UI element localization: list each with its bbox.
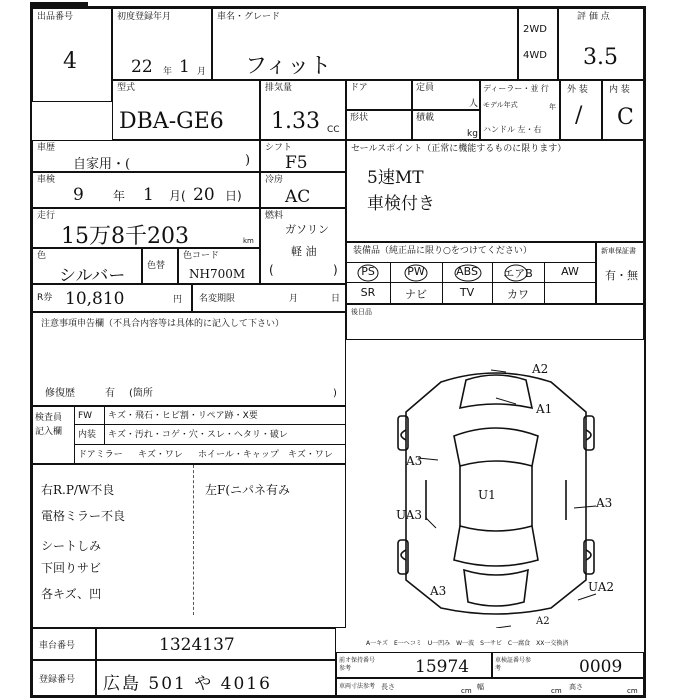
grade-value: 3.5 — [583, 45, 618, 70]
mileage-value: 15万8千203 — [61, 224, 189, 249]
repair-label: 修復歴 — [45, 388, 75, 399]
fuel-light: 軽 油 — [291, 245, 317, 258]
interior-value: C — [617, 105, 634, 130]
dealer-cell — [480, 80, 560, 140]
color-change-cell — [142, 248, 178, 284]
lot-label: 出品番号 — [37, 12, 74, 22]
history-label: 車歴 — [37, 143, 56, 153]
length-label: 長さ — [381, 683, 395, 691]
chassis-label: 車台番号 — [39, 641, 76, 651]
color-label: 色 — [37, 251, 47, 261]
load-label: 積載 — [416, 113, 435, 123]
deadline-day: 日 — [331, 294, 341, 304]
sales-point-label: セールスポイント（正常に機能するものに限ります） — [351, 144, 567, 154]
remark-left-1: 右R.P/W不良 — [41, 483, 115, 497]
first-reg-year-unit: 年 — [163, 67, 173, 77]
damage-ua3: UA3 — [396, 508, 423, 522]
drive-4wd: 4WD — [523, 50, 547, 61]
damage-a2-top: A2 — [532, 362, 549, 376]
ac-cell — [260, 172, 346, 208]
fuel-label: 燃料 — [265, 211, 284, 221]
remark-left-4: 下回りサビ — [41, 561, 102, 575]
type-value: DBA-GE6 — [119, 109, 224, 134]
inspection-day-unit: 日) — [225, 189, 242, 203]
type-label: 型式 — [117, 83, 136, 93]
capacity-label: 定員 — [416, 83, 435, 93]
entry-label: 記入欄 — [35, 427, 63, 437]
color-code-value: NH700M — [189, 267, 246, 281]
damage-ua2: UA2 — [588, 580, 615, 594]
door-cell — [346, 80, 412, 110]
drive-cell — [518, 8, 558, 80]
deadline-month: 月 — [289, 294, 299, 304]
damage-a3-left: A3 — [406, 454, 423, 468]
model-cell — [212, 8, 518, 80]
ac-label: 冷房 — [265, 175, 284, 185]
lot-cell — [32, 8, 112, 102]
mileage-cell — [32, 208, 260, 248]
equip-leather: カワ — [507, 288, 529, 301]
inspection-year: 9 — [73, 185, 84, 205]
exterior-value: / — [575, 103, 583, 128]
person-unit: 人 — [469, 99, 479, 109]
check-col — [74, 406, 75, 464]
remark-right-1: 左F(ニパネ有み — [205, 483, 291, 497]
check-div-1 — [74, 424, 346, 425]
damage-a2-bottom: A2 — [536, 616, 550, 627]
grade-cell — [558, 8, 644, 80]
equipment-label: 装備品（純正品に限り○をつけてください） — [353, 246, 532, 256]
cc-unit: CC — [327, 125, 340, 135]
remarks-cell — [32, 464, 346, 628]
model-year-label: モデル年式 — [483, 101, 518, 109]
type-cell — [112, 80, 260, 140]
fuel-cell — [260, 208, 346, 284]
ref-value-1: 15974 — [415, 657, 470, 677]
displacement-cell — [260, 80, 346, 140]
notes-label: 注意事項申告欄（不具合内容等は具体的に記入して下さい） — [41, 319, 285, 329]
handle-label: ハンドル 左・右 — [483, 125, 542, 134]
deadline-cell — [192, 284, 346, 312]
remark-left-3: シートしみ — [41, 539, 102, 553]
exterior-label: 外 装 — [567, 85, 588, 95]
grade-label: 評 価 点 — [577, 12, 610, 22]
first-reg-month: 1 — [179, 57, 190, 77]
width-unit: cm — [551, 687, 562, 695]
equip-abs: ABS — [456, 265, 478, 278]
equip-pw: PW — [407, 265, 425, 278]
recycle-value: 10,810 — [65, 289, 125, 309]
model-label: 車名・グレード — [217, 12, 281, 22]
remark-left-5: 各キズ、凹 — [41, 587, 102, 601]
equip-navi: ナビ — [405, 288, 427, 301]
reg-label-cell — [32, 660, 96, 696]
damage-u1: U1 — [478, 488, 496, 502]
ref-label-2: 車検証番号参考 — [495, 657, 532, 672]
chassis-value-cell — [96, 628, 336, 660]
car-diagram — [346, 340, 644, 628]
sales-point-cell — [346, 140, 644, 242]
capacity-cell — [412, 80, 480, 110]
km-unit: km — [243, 237, 254, 245]
mileage-label: 走行 — [37, 211, 56, 221]
history-text: 自家用・( — [73, 157, 131, 172]
equip-tv: TV — [459, 286, 475, 299]
model-value: フィット — [245, 54, 332, 79]
notes-cell — [32, 312, 346, 406]
check-tag-col — [104, 406, 105, 444]
reg-value-cell — [96, 660, 336, 696]
new-check-label: 新車保証書 — [601, 247, 636, 255]
ac-value: AC — [285, 187, 311, 207]
ref-label-1: 前オ保持番号参考 — [339, 657, 376, 672]
height-label: 高さ — [569, 683, 583, 691]
inspection-month-unit: 月( — [169, 189, 186, 203]
inspection-cell — [32, 172, 260, 208]
shift-cell — [260, 140, 346, 172]
lot-value: 4 — [63, 49, 77, 74]
check-div-2 — [74, 444, 346, 445]
recycle-cell — [32, 284, 192, 312]
chassis-label-cell — [32, 628, 96, 660]
reg-value: 広島 501 や 4016 — [103, 674, 272, 694]
history-close: ) — [245, 153, 251, 168]
dim-cell — [336, 678, 644, 696]
dim-label: 車両寸法参考 — [339, 683, 376, 690]
shift-value: F5 — [285, 153, 308, 173]
shift-label: シフト — [265, 143, 293, 153]
legend-text: A一キズ E一ヘコミ U一凹み W一波 S一サビ C一腐食 XX一交換済 — [366, 640, 569, 647]
interior-cell — [602, 80, 644, 140]
displacement-value: 1.33 — [271, 109, 320, 134]
new-check-value: 有・無 — [605, 269, 638, 282]
first-reg-cell — [112, 8, 212, 80]
recycle-yen: 円 — [173, 295, 183, 305]
first-reg-year: 22 — [131, 57, 153, 77]
length-unit: cm — [461, 687, 472, 695]
ref-cell-2 — [492, 652, 644, 678]
ref-value-2: 0009 — [579, 657, 623, 677]
remark-left-2: 電格ミラー不良 — [41, 509, 126, 523]
history-cell — [32, 140, 260, 172]
fuel-gas: ガソリン — [285, 223, 329, 236]
fuel-paren-l: ( — [269, 263, 274, 277]
equip-sr: SR — [360, 286, 376, 299]
inspector-label: 検査員 — [35, 413, 63, 423]
model-year-unit: 年 — [549, 103, 556, 111]
inspection-month: 1 — [143, 185, 154, 205]
reg-label: 登録番号 — [39, 675, 76, 685]
ref-cell-1 — [336, 652, 492, 678]
damage-a3-right: A3 — [596, 496, 613, 510]
displacement-label: 排気量 — [265, 83, 293, 93]
damage-a3-bottom-left: A3 — [430, 584, 447, 598]
back-items-label: 後日品 — [351, 308, 372, 316]
repair-parts: (箇所 — [129, 388, 153, 399]
sales-line-2: 車検付き — [367, 194, 435, 214]
new-check-cell — [596, 242, 644, 304]
remarks-divider — [193, 465, 194, 615]
damage-a1: A1 — [536, 402, 553, 416]
color-code-label: 色コード — [183, 251, 220, 261]
color-cell — [32, 248, 142, 284]
color-code-cell — [178, 248, 260, 284]
check-wheel-tag: ホイール・キャップ — [198, 450, 279, 460]
color-change-label: 色替 — [147, 261, 166, 271]
equipment-circles — [346, 262, 596, 284]
chassis-value: 1324137 — [159, 635, 235, 655]
corner-tab — [30, 2, 88, 7]
repair-close: ) — [333, 388, 337, 399]
kg-unit: kg — [467, 129, 478, 139]
drive-2wd: 2WD — [523, 24, 547, 35]
inspection-day: 20 — [193, 185, 215, 205]
dealer-label: ディーラー・並 行 — [483, 84, 549, 93]
door-label: ドア — [350, 83, 368, 93]
inspection-year-unit: 年 — [113, 189, 126, 203]
equip-ps: PS — [361, 265, 375, 278]
equip-airbag: エアB — [503, 267, 533, 280]
height-unit: cm — [627, 687, 638, 695]
load-cell — [412, 110, 480, 140]
check-fw-text: キズ・飛石・ヒビ割・リペア跡・X要 — [108, 411, 258, 421]
inspection-label: 車検 — [37, 175, 56, 185]
check-int-tag: 内装 — [78, 430, 97, 440]
check-mirror-tag: ドアミラー — [78, 450, 123, 460]
check-fw-tag: FW — [78, 411, 93, 421]
shape-label: 形状 — [350, 113, 369, 123]
equip-aw: AW — [561, 265, 579, 278]
recycle-label: R券 — [37, 293, 53, 303]
deadline-label: 名変期限 — [199, 294, 236, 304]
back-items-cell — [346, 304, 644, 340]
first-reg-month-unit: 月 — [197, 67, 207, 77]
check-mirror-text: キズ・ワレ — [138, 450, 183, 460]
check-int-text: キズ・汚れ・コゲ・穴・スレ・ヘタリ・破レ — [108, 430, 288, 440]
auction-sheet — [30, 6, 646, 698]
sales-line-1: 5速MT — [367, 168, 424, 188]
exterior-cell — [560, 80, 602, 140]
check-wheel-text: キズ・ワレ — [288, 450, 333, 460]
fuel-paren-r: ) — [333, 263, 338, 277]
repair-value: 有 — [105, 388, 115, 399]
interior-label: 内 装 — [609, 85, 630, 95]
width-label: 幅 — [477, 683, 484, 691]
first-reg-label: 初度登録年月 — [117, 12, 172, 22]
shape-cell — [346, 110, 412, 140]
color-value: シルバー — [59, 266, 126, 286]
